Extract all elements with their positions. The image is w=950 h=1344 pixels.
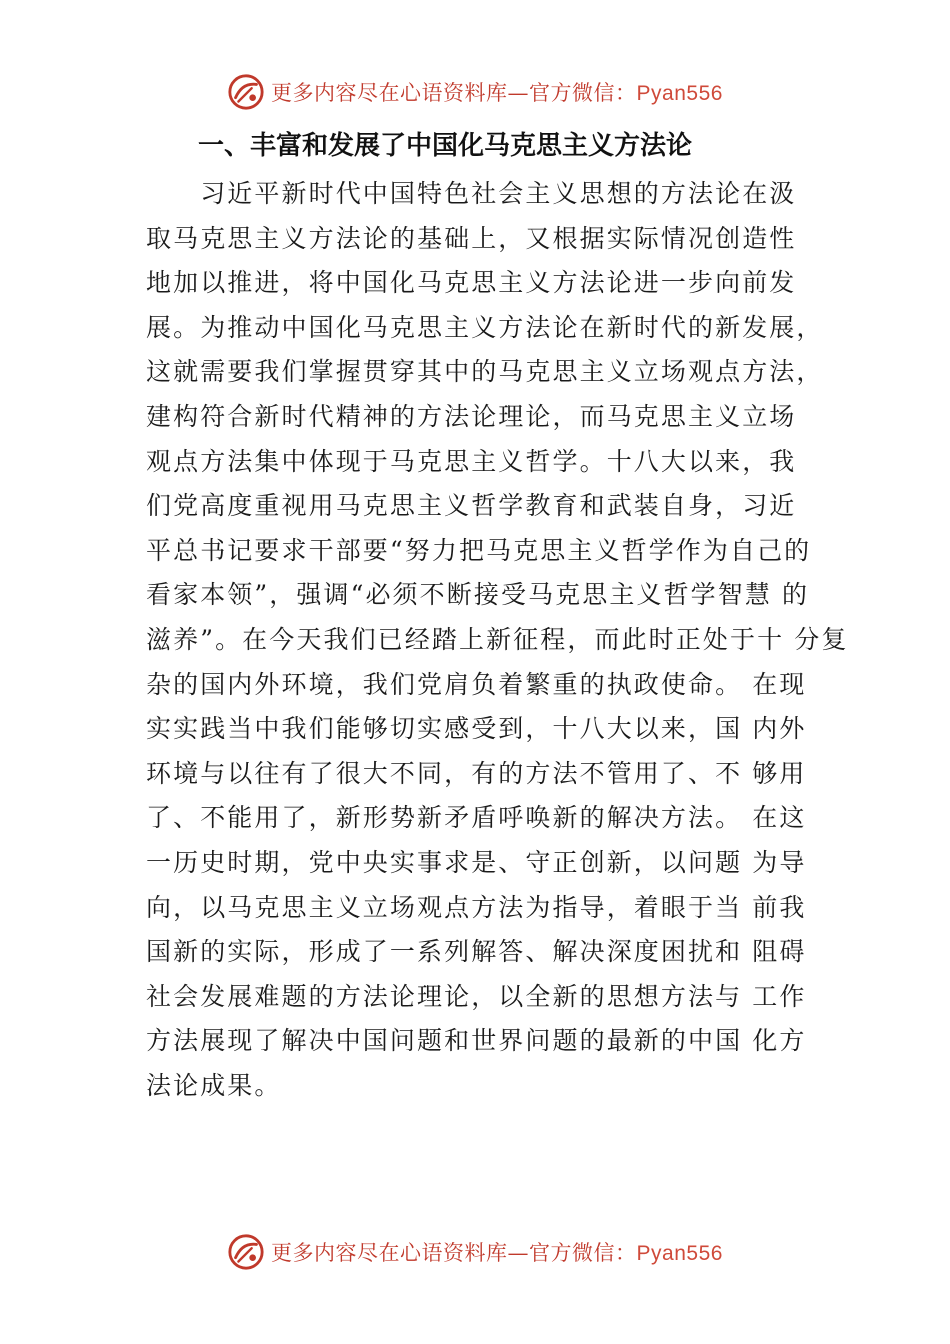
body-line: 方法展现了解决中国问题和世界问题的最新的中国 化方: [146, 1026, 807, 1056]
wechat-id: Pyan556: [636, 82, 723, 105]
body-line: 观点方法集中体现于马克思主义哲学。十八大以来，我: [146, 446, 797, 476]
red-circle-seal-icon: [227, 73, 265, 111]
body-line: 展。为推动中国化马克思主义方法论在新时代的新发展，: [146, 312, 824, 342]
body-line: 了、不能用了，新形势新矛盾呼唤新的解决方法。 在这: [146, 803, 807, 833]
watermark-text: [271, 77, 723, 107]
body-line: 实实践当中我们能够切实感受到，十八大以来，国 内外: [146, 714, 807, 744]
watermark-prefix: 更多内容尽在心语资料库—官方微信：: [271, 81, 637, 105]
body-line: 这就需要我们掌握贯穿其中的马克思主义立场观点方法，: [146, 357, 824, 387]
body-line: 地加以推进，将中国化马克思主义方法论进一步向前发: [146, 268, 797, 298]
body-line: 建构符合新时代精神的方法论理论，而马克思主义立场: [146, 401, 797, 431]
body-line: 看家本领”，强调“必须不断接受马克思主义哲学智慧 的: [146, 580, 810, 610]
body-line: 们党高度重视用马克思主义哲学教育和武装自身，习近: [146, 491, 797, 521]
body-line: 国新的实际，形成了一系列解答、解决深度困扰和 阻碍: [146, 937, 807, 967]
body-line: 滋养”。在今天我们已经踏上新征程，而此时正处于十 分复: [146, 624, 849, 654]
body-line: 习近平新时代中国特色社会主义思想的方法论在汲: [146, 179, 797, 208]
body-line: 取马克思主义方法论的基础上，又根据实际情况创造性: [146, 223, 797, 253]
wechat-id: Pyan556: [636, 1242, 723, 1265]
body-line: 杂的国内外环境，我们党肩负着繁重的执政使命。 在现: [146, 669, 807, 699]
body-line: 向，以马克思主义立场观点方法为指导，着眼于当 前我: [146, 892, 807, 922]
body-line: 环境与以往有了很大不同，有的方法不管用了、不 够用: [146, 758, 807, 788]
red-circle-seal-icon: [227, 1233, 265, 1271]
body-line: 社会发展难题的方法论理论，以全新的思想方法与 工作: [146, 981, 807, 1011]
body-paragraph: [146, 172, 849, 1108]
watermark-header: [0, 70, 950, 114]
body-line: 平总书记要求干部要“努力把马克思主义哲学作为自己的: [146, 535, 812, 565]
watermark-footer: [0, 1230, 950, 1274]
section-heading: 一、丰富和发展了中国化马克思主义方法论: [198, 131, 693, 161]
watermark-prefix: 更多内容尽在心语资料库—官方微信：: [271, 1241, 637, 1265]
body-line: 法论成果。: [146, 1070, 282, 1100]
watermark-text: [271, 1237, 723, 1267]
body-line: 一历史时期，党中央实事求是、守正创新，以问题 为导: [146, 847, 807, 877]
